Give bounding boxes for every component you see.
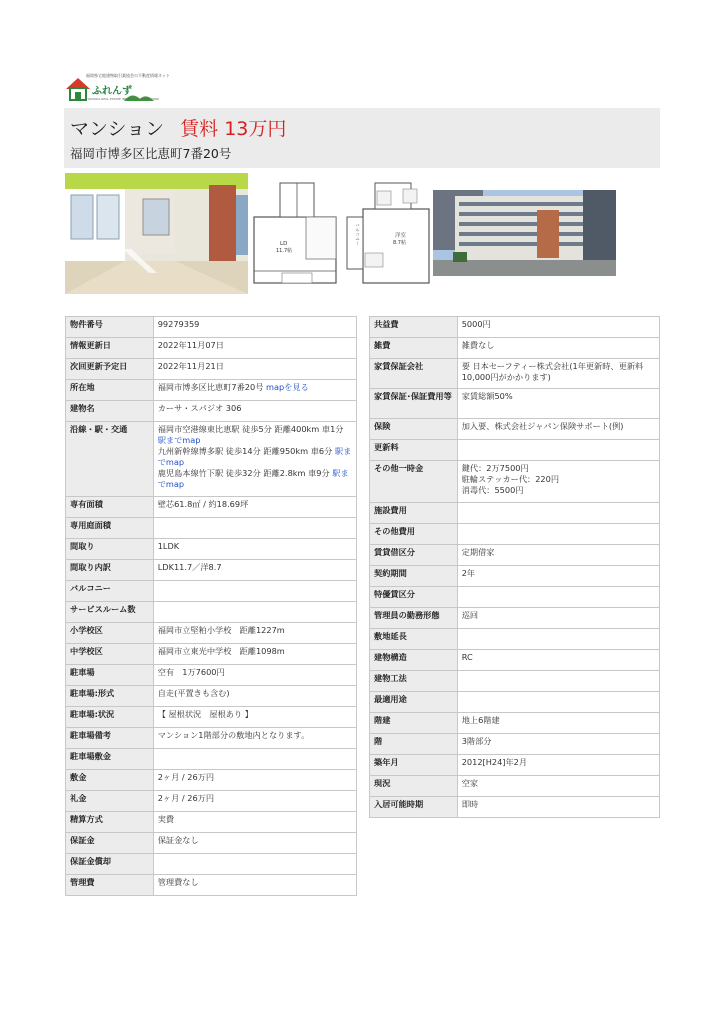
- table-row: [370, 317, 660, 338]
- spec-key: 階建: [370, 713, 458, 734]
- table-row: [66, 581, 357, 602]
- interior-photo[interactable]: [65, 173, 248, 294]
- spec-key: 最適用途: [370, 692, 458, 713]
- table-row: [66, 560, 357, 581]
- table-row: [66, 875, 357, 896]
- spec-key: 建物工法: [370, 671, 458, 692]
- spec-key: 管理員の勤務形態: [370, 608, 458, 629]
- table-row: [66, 854, 357, 875]
- table-row: [370, 419, 660, 440]
- table-row: [66, 539, 357, 560]
- spec-value: [457, 671, 659, 692]
- spec-key: 賃貸借区分: [370, 545, 458, 566]
- spec-value: [457, 524, 659, 545]
- floorplan-western-photo[interactable]: [343, 173, 431, 294]
- spec-value: 2022年11月21日: [153, 359, 356, 380]
- table-row: [66, 833, 357, 854]
- spec-key: 保証金: [66, 833, 154, 854]
- table-row: [370, 797, 660, 818]
- address-value: 福岡市博多区比恵町7番20号: [157, 382, 266, 392]
- spec-value: 99279359: [153, 317, 356, 338]
- floorplan-ld-size: 11.7帖: [276, 248, 293, 254]
- spec-value: [457, 440, 659, 461]
- floorplan-ld-photo[interactable]: [252, 173, 340, 294]
- spec-value: 2年: [457, 566, 659, 587]
- station-map-link[interactable]: 駅までmap: [157, 446, 352, 467]
- spec-key: 敷地延長: [370, 629, 458, 650]
- spec-key: その他費用: [370, 524, 458, 545]
- table-row: [370, 776, 660, 797]
- spec-key: 雑費: [370, 338, 458, 359]
- spec-key: 中学校区: [66, 644, 154, 665]
- spec-value: 地上6階建: [457, 713, 659, 734]
- table-row: [370, 755, 660, 776]
- spec-value: [457, 503, 659, 524]
- table-row: [370, 461, 660, 503]
- access-text: 九州新幹線博多駅 徒歩14分 距離950km 車6分: [157, 446, 335, 456]
- spec-value: 2022年11月07日: [153, 338, 356, 359]
- table-row: [370, 734, 660, 755]
- spec-value: LDK11.7／洋8.7: [153, 560, 356, 581]
- property-spec-table-left: [65, 316, 357, 896]
- spec-value: 雑費なし: [457, 338, 659, 359]
- table-row: [66, 380, 357, 401]
- site-logo[interactable]: [64, 73, 170, 105]
- spec-key: 間取り内訳: [66, 560, 154, 581]
- table-row: [66, 812, 357, 833]
- spec-value: カーサ・スパジオ 306: [153, 401, 356, 422]
- spec-key: 契約期間: [370, 566, 458, 587]
- spec-value: 福岡市立堅粕小学校 距離1227m: [153, 623, 356, 644]
- spec-value: [457, 692, 659, 713]
- station-map-link[interactable]: 駅までmap: [157, 468, 349, 489]
- spec-value: 即時: [457, 797, 659, 818]
- spec-value: [153, 518, 356, 539]
- property-header: [64, 108, 660, 168]
- spec-key: 礼金: [66, 791, 154, 812]
- spec-value: 空家: [457, 776, 659, 797]
- spec-value: [153, 380, 356, 401]
- spec-value: [457, 587, 659, 608]
- spec-value: 空有 1万7600円: [153, 665, 356, 686]
- spec-key: 共益費: [370, 317, 458, 338]
- table-row: [370, 338, 660, 359]
- table-row: [66, 686, 357, 707]
- station-map-link[interactable]: 駅までmap: [157, 435, 201, 445]
- spec-value: 3階部分: [457, 734, 659, 755]
- spec-value: 巡回: [457, 608, 659, 629]
- property-address: 福岡市博多区比恵町7番20号: [70, 146, 232, 161]
- exterior-photo[interactable]: [433, 190, 616, 276]
- spec-value: [153, 602, 356, 623]
- spec-key: 駐車場:形式: [66, 686, 154, 707]
- table-row: [66, 401, 357, 422]
- spec-key: 現況: [370, 776, 458, 797]
- table-row: [370, 608, 660, 629]
- spec-value: 要 日本セーフティー株式会社(1年更新時、更新料10,000円がかかります): [457, 359, 659, 389]
- spec-key: 駐車場備考: [66, 728, 154, 749]
- spec-key: 情報更新日: [66, 338, 154, 359]
- table-row: [370, 671, 660, 692]
- spec-key: 敷金: [66, 770, 154, 791]
- table-row: [370, 692, 660, 713]
- spec-key: 精算方式: [66, 812, 154, 833]
- table-row: [370, 587, 660, 608]
- spec-key: 所在地: [66, 380, 154, 401]
- spec-value: 保証金なし: [153, 833, 356, 854]
- spec-key: 専用庭面積: [66, 518, 154, 539]
- table-row: [66, 791, 357, 812]
- map-link[interactable]: mapを見る: [266, 382, 309, 392]
- spec-key: 次回更新予定日: [66, 359, 154, 380]
- spec-key: サービスルーム数: [66, 602, 154, 623]
- spec-value: 管理費なし: [153, 875, 356, 896]
- table-row: [66, 665, 357, 686]
- table-row: [66, 422, 357, 497]
- spec-key: 階: [370, 734, 458, 755]
- spec-value: [153, 581, 356, 602]
- spec-value: マンション1階部分の敷地内となります。: [153, 728, 356, 749]
- logo-sub-tagline: FUKUOKA REAL ESTATE INFORMATION NETWORK: [86, 97, 160, 101]
- logo-name: ふれんず: [92, 86, 132, 97]
- access-text: 福岡市空港線東比恵駅 徒歩5分 距離400km 車1分: [157, 424, 344, 434]
- spec-value: [153, 422, 356, 497]
- property-spec-table-right: [369, 316, 660, 818]
- spec-value: 実費: [153, 812, 356, 833]
- spec-value: 5000円: [457, 317, 659, 338]
- spec-key: 小学校区: [66, 623, 154, 644]
- table-row: [66, 497, 357, 518]
- spec-value: [153, 854, 356, 875]
- table-row: [370, 440, 660, 461]
- spec-key: 家賃保証会社: [370, 359, 458, 389]
- table-row: [370, 713, 660, 734]
- floorplan-western-size: 8.7帖: [393, 240, 406, 246]
- table-row: [66, 602, 357, 623]
- spec-value: 2ヶ月 / 26万円: [153, 770, 356, 791]
- spec-value: 自走(平置きも含む): [153, 686, 356, 707]
- spec-value: 1LDK: [153, 539, 356, 560]
- table-row: [66, 623, 357, 644]
- table-row: [370, 503, 660, 524]
- spec-key: その他一時金: [370, 461, 458, 503]
- spec-key: 間取り: [66, 539, 154, 560]
- floorplan-ld-room: LD: [280, 241, 288, 247]
- table-row: [66, 317, 357, 338]
- spec-key: 家賃保証･保証費用等: [370, 389, 458, 419]
- spec-key: 保険: [370, 419, 458, 440]
- spec-value: 家賃総額50%: [457, 389, 659, 419]
- spec-value: 2ヶ月 / 26万円: [153, 791, 356, 812]
- table-row: [66, 359, 357, 380]
- logo-tagline: 福岡県宅地建物取引業協会の不動産情報ネット: [86, 73, 170, 78]
- table-row: [66, 770, 357, 791]
- floorplan-balcony-label: バルコニー: [354, 223, 360, 246]
- table-row: [370, 629, 660, 650]
- property-rent: 賃料 13万円: [180, 118, 287, 140]
- spec-key: 更新料: [370, 440, 458, 461]
- table-row: [370, 359, 660, 389]
- table-row: [66, 707, 357, 728]
- table-row: [370, 545, 660, 566]
- spec-key: 保証金償却: [66, 854, 154, 875]
- property-title: [70, 114, 286, 141]
- spec-value: 鍵代：2万7500円 駐輪ステッカー代：220円 消毒代：5500円: [457, 461, 659, 503]
- table-row: [66, 518, 357, 539]
- table-row: [66, 338, 357, 359]
- spec-value: [153, 749, 356, 770]
- table-row: [370, 650, 660, 671]
- spec-value: 福岡市立東光中学校 距離1098m: [153, 644, 356, 665]
- spec-key: 専有面積: [66, 497, 154, 518]
- spec-key: 特優賃区分: [370, 587, 458, 608]
- spec-value: 【 屋根状況 屋根あり 】: [153, 707, 356, 728]
- spec-key: 建物構造: [370, 650, 458, 671]
- spec-value: 壁芯61.8㎡ / 約18.69坪: [153, 497, 356, 518]
- spec-value: [457, 629, 659, 650]
- spec-key: 物件番号: [66, 317, 154, 338]
- spec-key: 駐車場: [66, 665, 154, 686]
- floorplan-western-room: 洋室: [395, 233, 407, 239]
- table-row: [370, 566, 660, 587]
- spec-value: 定期借家: [457, 545, 659, 566]
- table-row: [370, 389, 660, 419]
- table-row: [66, 644, 357, 665]
- spec-key: 駐車場敷金: [66, 749, 154, 770]
- property-type: マンション: [70, 118, 165, 140]
- spec-key: 沿線・駅・交通: [66, 422, 154, 497]
- table-row: [370, 524, 660, 545]
- spec-value: 加入要、株式会社ジャパン保険サポート(例): [457, 419, 659, 440]
- spec-key: 施設費用: [370, 503, 458, 524]
- spec-key: 築年月: [370, 755, 458, 776]
- spec-key: 管理費: [66, 875, 154, 896]
- spec-key: 建物名: [66, 401, 154, 422]
- spec-key: 入居可能時期: [370, 797, 458, 818]
- table-row: [66, 728, 357, 749]
- spec-value: 2012[H24]年2月: [457, 755, 659, 776]
- table-row: [66, 749, 357, 770]
- access-text: 鹿児島本線竹下駅 徒歩32分 距離2.8km 車9分: [157, 468, 333, 478]
- spec-key: 駐車場:状況: [66, 707, 154, 728]
- spec-value: RC: [457, 650, 659, 671]
- spec-key: バルコニー: [66, 581, 154, 602]
